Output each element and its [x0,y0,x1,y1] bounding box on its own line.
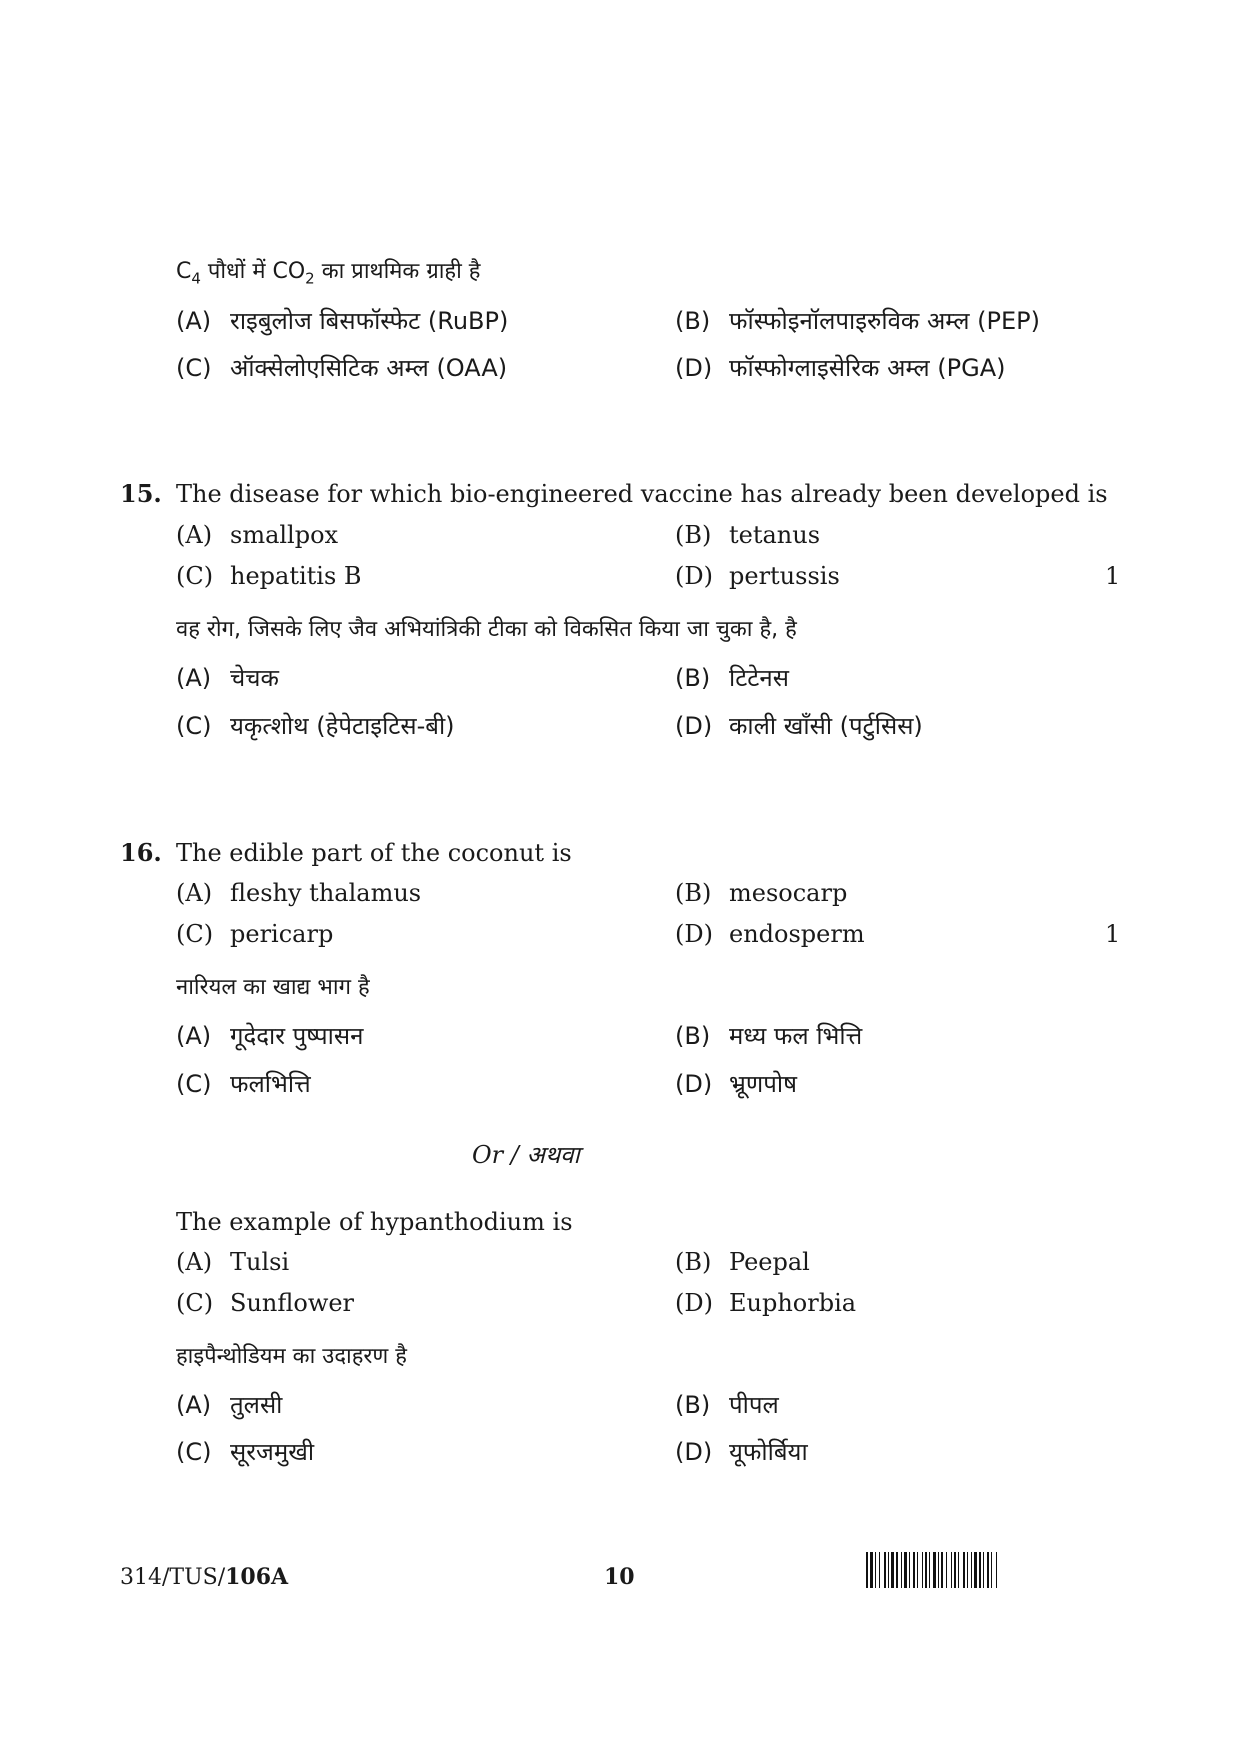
q16-alt-hindi-option-d [675,1437,808,1467]
q16-alt-option-d [675,1288,856,1318]
barcode-bar [983,1552,984,1588]
stem-sub2: 2 [305,269,315,288]
barcode-bar [929,1552,930,1588]
option-text: endosperm [729,920,865,948]
or-separator: Or / अथवा [472,1141,580,1169]
paper-code-prefix: 314/TUS/ [120,1565,226,1590]
barcode-bar [974,1552,977,1588]
q16-hindi-option-c [176,1069,311,1099]
option-text: टिटेनस [729,664,789,692]
option-text: tetanus [729,521,821,549]
option-text: गूदेदार पुष्पासन [230,1022,364,1050]
q14-hindi-stem [176,257,480,293]
q15-option-d [675,561,840,591]
q16-alt-hindi-question: हाइपैन्थोडियम का उदाहरण है [176,1344,407,1369]
barcode-bar [941,1552,943,1588]
barcode-bar [866,1552,868,1588]
option-label: (C) [176,920,214,948]
q16-alt-hindi-option-b [675,1390,779,1420]
option-text: यकृत्शोथ (हेपेटाइटिस-बी) [230,712,455,740]
q16-option-c [176,919,333,949]
option-label: (D) [675,1070,713,1098]
q16-alt-hindi-option-a [176,1390,282,1420]
q14-option-b [675,306,1040,336]
q16-number: 16. [120,838,162,867]
barcode-bar [904,1552,907,1588]
q16-question: The edible part of the coconut is [176,839,572,867]
option-text: भ्रूणपोष [729,1070,797,1098]
q15-hindi-question: वह रोग, जिसके लिए जैव अभियांत्रिकी टीका को विकसित किया जा चुका है, है [176,617,797,642]
option-label: (D) [675,354,713,382]
option-label: (A) [176,664,212,692]
option-label: (A) [176,1391,212,1419]
option-text: smallpox [230,521,339,549]
option-text: फॉस्फोग्लाइसेरिक अम्ल (PGA) [729,354,1006,382]
option-text: ऑक्सेलोएसिटिक अम्ल (OAA) [230,354,508,382]
barcode-bar [891,1552,894,1588]
barcode-bar [987,1552,989,1588]
q15-hindi-option-c [176,711,455,741]
stem-end: का प्राथमिक ग्राही है [314,259,481,284]
q16-alt-question: The example of hypanthodium is [176,1208,573,1236]
option-label: (A) [176,307,212,335]
barcode-bar [901,1552,902,1588]
barcode-bar [938,1552,939,1588]
option-label: (D) [675,920,713,948]
paper-code-bold: 106A [225,1564,289,1590]
barcode-bar [996,1552,997,1588]
option-text: मध्य फल भित्ति [729,1022,863,1050]
q16-hindi-option-d [675,1069,797,1099]
option-text: यूफोर्बिया [729,1438,808,1466]
option-label: (D) [675,712,713,740]
q16-hindi-question: नारियल का खाद्य भाग है [176,975,370,1000]
option-text: फलभित्ति [230,1070,311,1098]
option-label: (D) [675,1438,713,1466]
barcode-bar [879,1552,880,1588]
option-text: pertussis [729,562,840,590]
q14-option-d [675,353,1005,383]
option-text: mesocarp [729,879,848,907]
q15-option-b [675,520,820,550]
option-text: pericarp [230,920,334,948]
option-label: (C) [176,1070,212,1098]
q15-marks: 1 [1105,562,1121,590]
option-label: (A) [176,1022,212,1050]
option-text: फॉस्फोइनॉलपाइरुविक अम्ल (PEP) [729,307,1040,335]
barcode-bar [933,1552,936,1588]
option-label: (B) [675,1391,711,1419]
option-label: (C) [176,562,214,590]
q15-option-a [176,520,338,550]
q15-option-c [176,561,362,591]
barcode-bar [951,1552,952,1588]
q16-alt-option-c [176,1288,354,1318]
q14-option-a [176,306,508,336]
option-label: (C) [176,1438,212,1466]
barcode-bar [967,1552,968,1588]
q15-hindi-option-d [675,711,923,741]
option-label: (A) [176,1248,213,1276]
option-label: (B) [675,879,712,907]
option-label: (D) [675,1289,713,1317]
barcode-bar [991,1552,992,1588]
barcode-bar [946,1552,947,1588]
option-text: Tulsi [230,1248,290,1276]
barcode-bar [909,1552,910,1588]
option-label: (B) [675,307,711,335]
stem-c: C [176,259,192,284]
option-text: चेचक [230,664,279,692]
option-text: काली खाँसी (पर्टुसिस) [729,712,923,740]
option-text: Peepal [729,1248,810,1276]
stem-mid: पौधों में CO [200,259,306,284]
q14-option-c [176,353,507,383]
barcode-bar [979,1552,981,1588]
barcode-bar [963,1552,965,1588]
stem-sub4: 4 [191,269,201,288]
option-text: fleshy thalamus [230,879,422,907]
option-label: (B) [675,521,712,549]
q15-hindi-option-a [176,663,279,693]
option-text: Sunflower [230,1289,355,1317]
barcode-bar [888,1552,889,1588]
option-text: hepatitis B [230,562,362,590]
barcode-bar [875,1552,876,1588]
barcode-bar [958,1552,959,1588]
q16-marks: 1 [1105,920,1121,948]
option-text: राइबुलोज बिसफॉस्फेट (RuBP) [230,307,509,335]
option-label: (C) [176,1289,214,1317]
option-text: सूरजमुखी [230,1438,315,1466]
barcode-bar [896,1552,898,1588]
q16-option-d [675,919,865,949]
q16-alt-option-a [176,1247,289,1277]
option-text: पीपल [729,1391,779,1419]
barcode-bar [954,1552,956,1588]
barcode-bar [870,1552,873,1588]
q16-hindi-option-a [176,1021,363,1051]
barcode-bar [922,1552,923,1588]
option-label: (C) [176,354,212,382]
q16-alt-option-b [675,1247,810,1277]
option-label: (B) [675,1248,712,1276]
q16-hindi-option-b [675,1021,862,1051]
barcode-bar [913,1552,915,1588]
option-label: (A) [176,521,213,549]
barcode-bar [917,1552,918,1588]
option-label: (B) [675,664,711,692]
barcode-bar [971,1552,972,1588]
q16-option-a [176,878,421,908]
q15-question: The disease for which bio-engineered vaccine has already been developed is [176,480,1108,508]
option-text: Euphorbia [729,1289,857,1317]
q16-option-b [675,878,847,908]
q15-number: 15. [120,479,162,508]
page-number: 10 [604,1564,635,1590]
option-label: (C) [176,712,212,740]
option-label: (B) [675,1022,711,1050]
barcode-bar [884,1552,886,1588]
q16-alt-hindi-option-c [176,1437,314,1467]
barcode-bar [925,1552,927,1588]
option-label: (A) [176,879,213,907]
paper-code [120,1562,288,1593]
q15-hindi-option-b [675,663,789,693]
option-label: (D) [675,562,713,590]
option-text: तुलसी [230,1391,283,1419]
barcode-icon [866,1552,1124,1588]
